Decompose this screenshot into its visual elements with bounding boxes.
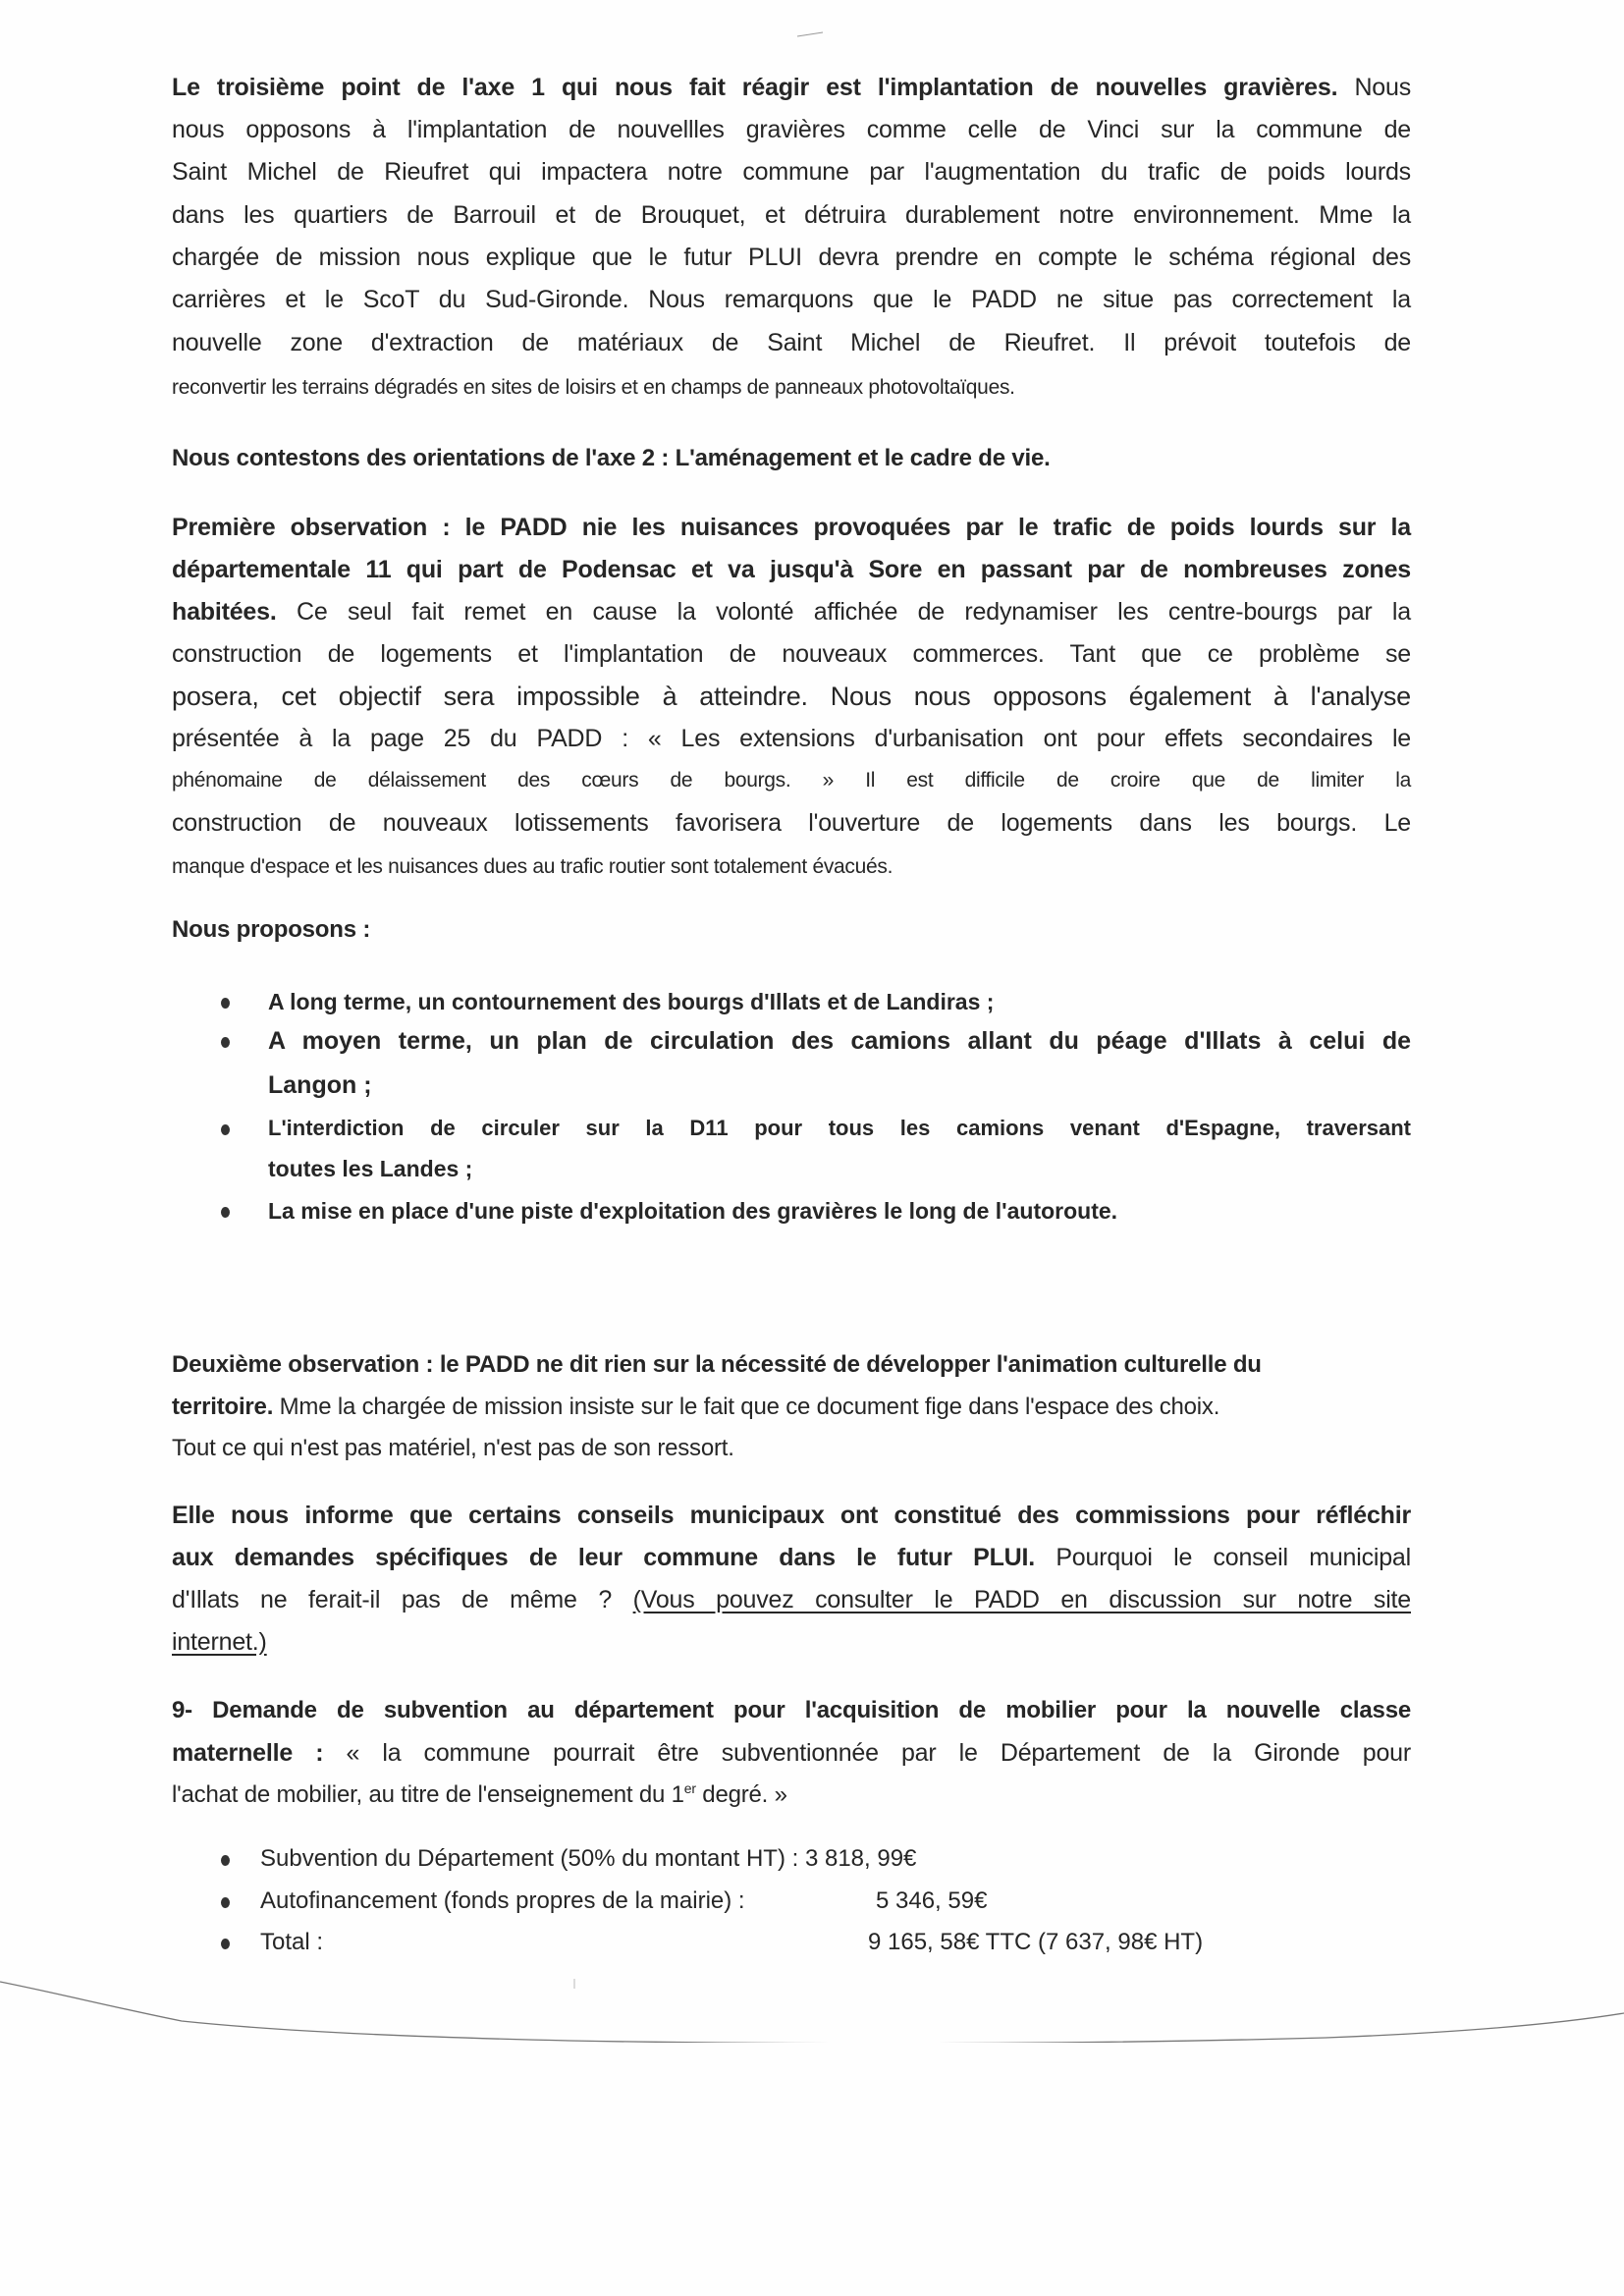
paragraph-gravieres-line-5: chargée de mission nous explique que le futur PLUI devra prendre en compte le schéma régional des: [172, 244, 1411, 271]
commissions-line-4: [172, 1627, 1411, 1657]
item9-line-2: maternelle : « la commune pourrait être subventionnée par le Département de la Gironde pour: [172, 1739, 1412, 1767]
premiere-observation-line-5: posera, cet objectif sera impossible à atteindre. Nous nous opposons également à l'analyse: [172, 682, 1411, 711]
deuxieme-observation-line-3: Tout ce qui n'est pas matériel, n'est pas de son ressort.: [172, 1435, 734, 1461]
total-amount: 9 165, 58€ TTC (7 637, 98€ HT): [868, 1929, 1204, 1955]
premiere-observation-line-4: construction de logements et l'implantation de nouveaux commerces. Tant que ce problème se: [172, 640, 1411, 668]
bullet-icon: [221, 1037, 230, 1048]
paragraph-gravieres-line-8: reconvertir les terrains dégradés en sites de loisirs et en champs de panneaux photovoltaïques.: [172, 376, 1015, 399]
premiere-observation-line-8: construction de nouveaux lotissements favorisera l'ouverture de logements dans les bourgs. Le: [172, 809, 1411, 837]
proposal-item-2-cont: Langon ;: [268, 1071, 372, 1099]
deuxieme-observation-line-1: Deuxième observation : le PADD ne dit rien sur la nécessité de développer l'animation culturelle du: [172, 1351, 1262, 1378]
commissions-line-1: Elle nous informe que certains conseils municipaux ont constitué des commissions pour réfléchir: [172, 1502, 1411, 1529]
premiere-observation-line-3: habitées. Ce seul fait remet en cause la volonté affichée de redynamiser les centre-bourgs par la: [172, 598, 1411, 626]
bullet-icon: [221, 1207, 230, 1218]
premiere-observation-line-1: Première observation : le PADD nie les nuisances provoquées par le trafic de poids lourds sur la: [172, 514, 1411, 541]
paragraph-gravieres-line-7: nouvelle zone d'extraction de matériaux de Saint Michel de Rieufret. Il prévoit toutefois de: [172, 329, 1411, 356]
axe2-heading: Nous contestons des orientations de l'axe 2 : L'aménagement et le cadre de vie.: [172, 445, 1051, 471]
paragraph-gravieres-line-6: carrières et le ScoT du Sud-Gironde. Nous remarquons que le PADD ne situe pas correctement la: [172, 286, 1411, 313]
item9-line-1: 9- Demande de subvention au département pour l'acquisition de mobilier pour la nouvelle classe: [172, 1697, 1411, 1723]
commissions-line-2: aux demandes spécifiques de leur commune dans le futur PLUI. Pourquoi le conseil municipal: [172, 1544, 1411, 1571]
autofinancement-amount: 5 346, 59€: [876, 1887, 988, 1914]
premiere-observation-line-6: présentée à la page 25 du PADD : « Les extensions d'urbanisation ont pour effets secondaires le: [172, 725, 1411, 752]
paragraph-gravieres-line-4: dans les quartiers de Barrouil et de Brouquet, et détruira durablement notre environnement. Mme la: [172, 201, 1411, 229]
bullet-icon: [221, 1897, 230, 1908]
premiere-observation-line-7: phénomaine de délaissement des cœurs de bourgs. » Il est difficile de croire que de limiter la: [172, 769, 1411, 792]
bullet-icon: [221, 1124, 230, 1135]
premiere-observation-line-9: manque d'espace et les nuisances dues au trafic routier sont totalement évacués.: [172, 855, 893, 878]
bullet-icon: [221, 998, 230, 1009]
scanned-document-page: Le troisième point de l'axe 1 qui nous fait réagir est l'implantation de nouvelles gravières. Nous nous opposons à l'implantation de nouvellles gravières comme celle de Vinci sur la commune de Saint Michel de Rieufret qui impactera notre commune par l'augmentation du trafic de poids lourds dans les quartiers de Barrouil et de Brouquet, et détruira durablement notre environnement. Mme la chargée de mission nous explique que le futur PLUI devra prendre en compte le schéma régional des carrières et le ScoT du Sud-Gironde. Nous remarquons que le PADD ne situe pas correctement la nouvelle zone d'extraction de matériaux de Saint Michel de Rieufret. Il prévoit toutefois de reconvertir les terrains dégradés en sites de loisirs et en champs de panneaux photovoltaïques. Nous contestons des orientations de l'axe 2 : L'aménagement et le cadre de vie. Première observation : le PADD nie les nuisances provoquées par le trafic de poids lourds sur la départementale 11 qui part de Podensac et va jusqu'à Sore en passant par de nombreuses zones habitées. Ce seul fait remet en cause la volonté affichée de redynamiser les centre-bourgs par la construction de logements et l'implantation de nouveaux commerces. Tant que ce problème se posera, cet objectif sera impossible à atteindre. Nous nous opposons également à l'analyse présentée à la page 25 du PADD : « Les extensions d'urbanisation ont pour effets secondaires le phénomaine de délaissement des cœurs de bourgs. » Il est difficile de croire que de limiter la construction de nouveaux lotissements favorisera l'ouverture de logements dans les bourgs. Le manque d'espace et les nuisances dues au trafic routier sont totalement évacués. Nous proposons : A long terme, un contournement des bourgs d'Illats et de Landiras ; A moyen terme, un plan de circulation des camions allant du péage d'Illats à celui de Langon ; L'interdiction de circuler sur la D11 pour tous les camions venant d'Espagne, traversant toutes les Landes ; La mise en place d'une piste d'exploitation des gravières le long de l'autoroute. Deuxième observation : le PADD ne dit rien sur la nécessité de développer l'animation culturelle du territoire. Mme la chargée de mission insiste sur le fait que ce document fige dans l'espace des choix. Tout ce qui n'est pas matériel, n'est pas de son ressort. Elle nous informe que certains conseils municipaux ont constitué des commissions pour réfléchir aux demandes spécifiques de leur commune dans le futur PLUI. Pourquoi le conseil municipal d'Illats ne ferait-il pas de même ? (Vous pouvez consulter le PADD en discussion sur notre site internet.) 9- Demande de subvention au département pour l'acquisition de mobilier pour la nouvelle classe maternelle : « la commune pourrait être subventionnée par le Département de la Gironde pour l'achat de mobilier, au titre de l'enseignement du 1er degré. » Subvention du Département (50% du montant HT) : 3 818, 99€ Autofinancement (fonds propres de la mairie) : 5 346, 59€ Total : 9 165, 58€ TTC (7 637, 98€ HT): [0, 0, 1624, 2296]
gravieres-lead-bold: Le troisième point de l'axe 1 qui nous fait réagir est l'implantation de nouvelles gravières.: [172, 74, 1338, 101]
proposal-item-3-cont: toutes les Landes ;: [268, 1156, 473, 1181]
padd-website-link[interactable]: (Vous pouvez consulter le PADD en discussion sur notre site: [632, 1586, 1411, 1613]
bullet-icon: [221, 1855, 230, 1866]
deuxieme-observation-line-2: territoire. Mme la chargée de mission insiste sur le fait que ce document fige dans l'espace des choix.: [172, 1394, 1220, 1420]
paragraph-gravieres-line-1: Le troisième point de l'axe 1 qui nous fait réagir est l'implantation de nouvelles gravières. Nous: [172, 74, 1411, 101]
padd-website-link-cont[interactable]: internet.): [172, 1628, 267, 1656]
item9-line-3: l'achat de mobilier, au titre de l'enseignement du 1er degré. »: [172, 1780, 787, 1808]
paragraph-gravieres-line-2: nous opposons à l'implantation de nouvellles gravières comme celle de Vinci sur la commune de: [172, 116, 1411, 143]
scan-edge-line: [0, 1964, 1624, 2043]
scan-mark-top: [795, 29, 825, 39]
paragraph-gravieres-line-3: Saint Michel de Rieufret qui impactera notre commune par l'augmentation du trafic de poids lourds: [172, 158, 1411, 186]
premiere-observation-line-2: départementale 11 qui part de Podensac et va jusqu'à Sore en passant par de nombreuses zones: [172, 556, 1411, 583]
commissions-line-3: d'Illats ne ferait-il pas de même ? (Vous pouvez consulter le PADD en discussion sur notre site: [172, 1586, 1411, 1613]
proposals-heading: Nous proposons :: [172, 916, 371, 943]
bullet-icon: [221, 1939, 230, 1949]
